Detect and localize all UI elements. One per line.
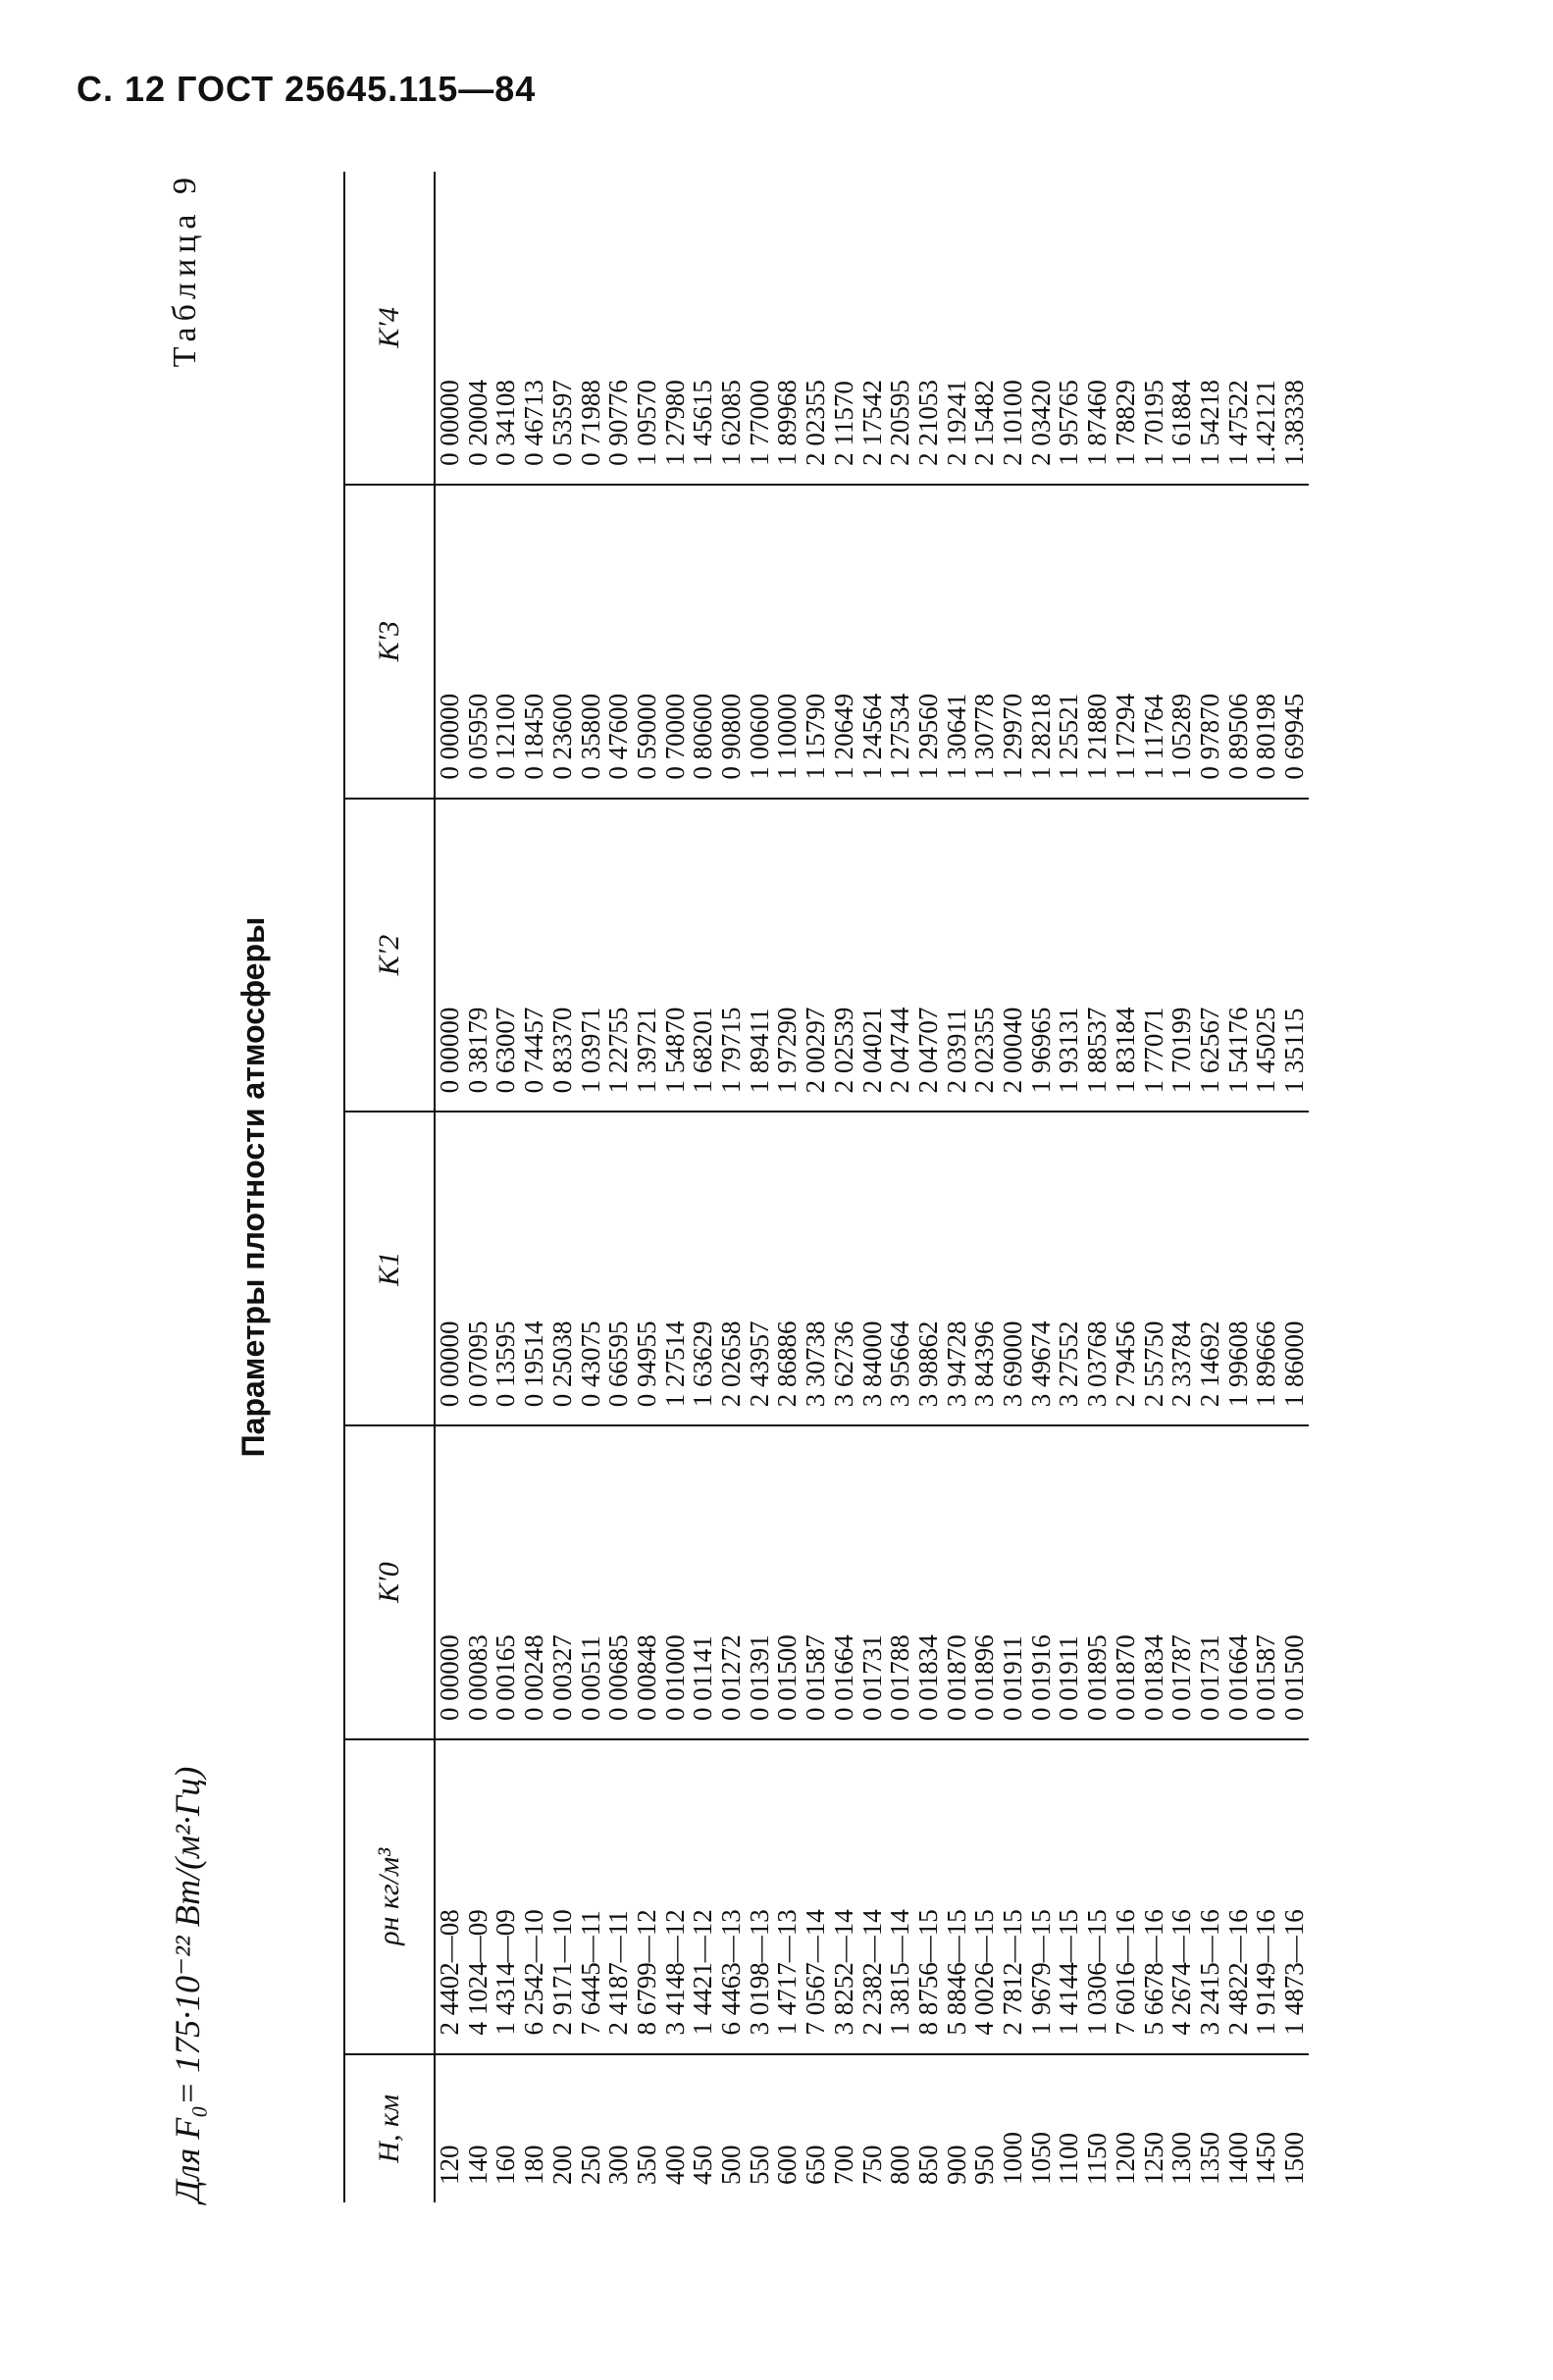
table-cell: 8 8756—15 [914, 1739, 943, 2054]
table-cell: 1 61884 [1167, 172, 1196, 485]
table-cell: 0 01788 [886, 1425, 914, 1739]
table-row [943, 172, 971, 2202]
table-row [830, 172, 858, 2202]
table-cell: 0 00000 [435, 799, 464, 1112]
table-row [661, 172, 690, 2202]
table-cell: 2 03911 [943, 799, 971, 1112]
table-cell: 1 22755 [604, 799, 633, 1112]
table-cell: 0 00327 [548, 1425, 577, 1739]
table-row [1140, 172, 1168, 2202]
table-row [886, 172, 914, 2202]
table-cell: 0 19514 [520, 1112, 548, 1425]
table-cell: 1 09570 [633, 172, 661, 485]
table-cell: 1 54218 [1196, 172, 1224, 485]
table-cell: 0 01000 [661, 1425, 690, 1739]
table-cell: 1 4873—16 [1280, 1739, 1309, 2054]
table-cell: 750 [856, 2145, 887, 2185]
table-row [633, 172, 661, 2202]
table-cell: 0 01870 [1112, 1425, 1140, 1739]
table-cell: 0 01664 [1224, 1425, 1253, 1739]
table-cell: 1 4717—13 [773, 1739, 802, 2054]
table-cell: 3 0198—13 [746, 1739, 774, 2054]
table-cell: 0 00083 [464, 1425, 492, 1739]
table-cell: 700 [828, 2145, 858, 2185]
table-cell: 1 97290 [773, 799, 802, 1112]
table-cell: 0 01664 [830, 1425, 858, 1739]
table-cell: 1 29560 [914, 485, 943, 799]
table-row [604, 172, 633, 2202]
table-cell: 0 01916 [1027, 1425, 1056, 1739]
table-row [1252, 172, 1280, 2202]
table-cell: 1 89968 [773, 172, 802, 485]
table-cell: 0 43075 [577, 1112, 605, 1425]
table-cell: 1 9679—15 [1027, 1739, 1056, 2054]
table-cell: 1 70195 [1140, 172, 1168, 485]
table-cell: 1 68201 [689, 799, 717, 1112]
col-header-k1: K1 [344, 1112, 435, 1425]
table-row [548, 172, 577, 2202]
table-cell: 600 [772, 2145, 802, 2185]
table-cell: 0 07095 [464, 1112, 492, 1425]
table-cell: 3 94728 [943, 1112, 971, 1425]
table-cell: 650 [801, 2145, 831, 2185]
table-cell: 1 0306—15 [1083, 1739, 1112, 2054]
table-cell: 2 02355 [970, 799, 999, 1112]
table-cell: 0 13595 [492, 1112, 520, 1425]
table-cell: 3 69000 [999, 1112, 1027, 1425]
table-cell: 0 01587 [1252, 1425, 1280, 1739]
table-cell: 1 70199 [1167, 799, 1196, 1112]
table-cell: 2 4402—08 [435, 1739, 464, 2054]
table-cell: 1 4314—09 [492, 1739, 520, 2054]
table-cell: 2 20595 [886, 172, 914, 485]
table-cell: 0 01731 [858, 1425, 887, 1739]
table-cell: 1 29970 [999, 485, 1027, 799]
table-cell: 2 11570 [830, 172, 858, 485]
table-cell: 1 20649 [830, 485, 858, 799]
col-header-h: H, км [344, 2054, 435, 2202]
table-cell: 0 38179 [464, 799, 492, 1112]
table-cell: 4 1024—09 [464, 1739, 492, 2054]
table-cell: 3 4148—12 [661, 1739, 690, 2054]
table-row [858, 172, 887, 2202]
table-cell: 0 69945 [1280, 485, 1309, 799]
table-cell: 120 [435, 2145, 464, 2185]
table-cell: 0 01895 [1083, 1425, 1112, 1739]
table-cell: 3 98862 [914, 1112, 943, 1425]
table-cell: 550 [744, 2145, 774, 2185]
table-cell: 1.42121 [1252, 172, 1280, 485]
table-cell: 0 01587 [802, 1425, 830, 1739]
table-cell: 2 03420 [1027, 172, 1056, 485]
table-cell: 0 80600 [689, 485, 717, 799]
table-cell: 160 [491, 2145, 521, 2185]
col-header-k4: K′4 [344, 172, 435, 485]
table-cell: 0 00165 [492, 1425, 520, 1739]
table-cell: 1 17294 [1112, 485, 1140, 799]
table-cell: 0 01896 [970, 1425, 999, 1739]
table-row [1055, 172, 1083, 2202]
table-cell: 2 33784 [1167, 1112, 1196, 1425]
table-cell: 300 [603, 2145, 634, 2185]
table-cell: 3 8252—14 [830, 1739, 858, 2054]
table-cell: 450 [688, 2145, 718, 2185]
table-cell: 1 63629 [689, 1112, 717, 1425]
table-cell: 1 30778 [970, 485, 999, 799]
table-cell: 1 28218 [1027, 485, 1056, 799]
table-cell: 0 01911 [999, 1425, 1027, 1739]
table-cell: 0 46713 [520, 172, 548, 485]
table-cell: 2 9171—10 [548, 1739, 577, 2054]
table-cell: 2 15482 [970, 172, 999, 485]
table-cell: 2 19241 [943, 172, 971, 485]
table-cell: 2 02658 [717, 1112, 746, 1425]
table-cell: 1 05289 [1167, 485, 1196, 799]
table-cell: 800 [885, 2145, 915, 2185]
table-cell: 0 63007 [492, 799, 520, 1112]
table-header-row [344, 172, 435, 2202]
table-cell: 0 00000 [435, 485, 464, 799]
table-cell: 3 84396 [970, 1112, 999, 1425]
table-cell: 2 10100 [999, 172, 1027, 485]
table-cell: 1150 [1082, 2133, 1113, 2185]
table-cell: 2 4822—16 [1224, 1739, 1253, 2054]
table-cell: 0 12100 [492, 485, 520, 799]
table-cell: 1100 [1054, 2133, 1084, 2185]
table-cell: 0 89506 [1224, 485, 1253, 799]
col-header-rho: ρн кг/м³ [344, 1739, 435, 2054]
table-cell: 0 66595 [604, 1112, 633, 1425]
col-header-k0: K′0 [344, 1425, 435, 1739]
table-row [1280, 172, 1309, 2202]
table-cell: 1 10000 [773, 485, 802, 799]
table-cell: 2 04021 [858, 799, 887, 1112]
table-cell: 1 95765 [1055, 172, 1083, 485]
table-cell: 1 89666 [1252, 1112, 1280, 1425]
table-cell: 1 77000 [746, 172, 774, 485]
table-cell: 5 8846—15 [943, 1739, 971, 2054]
table-cell: 1 24564 [858, 485, 887, 799]
table-cell: 0 00848 [633, 1425, 661, 1739]
table-cell: 3 95664 [886, 1112, 914, 1425]
rotated-table-block [147, 172, 1481, 2202]
table-cell: 8 6799—12 [633, 1739, 661, 2054]
table-cell: 0 83370 [548, 799, 577, 1112]
table-cell: 0 47600 [604, 485, 633, 799]
table-cell: 0 59000 [633, 485, 661, 799]
table-cell: 1 27514 [661, 1112, 690, 1425]
table-cell: 1 87460 [1083, 172, 1112, 485]
table-cell: 5 6678—16 [1140, 1739, 1168, 2054]
table-cell: 7 6445—11 [577, 1739, 605, 2054]
table-row [717, 172, 746, 2202]
table-cell: 2 55750 [1140, 1112, 1168, 1425]
table-row [492, 172, 520, 2202]
table-cell: 1 78829 [1112, 172, 1140, 485]
table-cell: 3 2415—16 [1196, 1739, 1224, 2054]
table-cell: 3 84000 [858, 1112, 887, 1425]
table-cell: 0 01787 [1167, 1425, 1196, 1739]
table-row [689, 172, 717, 2202]
table-cell: 1 15790 [802, 485, 830, 799]
table-cell: 2 2382—14 [858, 1739, 887, 2054]
table-cell: 7 0567—14 [802, 1739, 830, 2054]
table-title: Параметры плотности атмосферы [235, 916, 271, 1458]
table-cell: 1 54870 [661, 799, 690, 1112]
table-cell: 1 86000 [1280, 1112, 1309, 1425]
table-cell: 2 43957 [746, 1112, 774, 1425]
table-cell: 850 [912, 2145, 943, 2185]
table-cell: 1 35115 [1280, 799, 1309, 1112]
table-cell: 0 74457 [520, 799, 548, 1112]
table-cell: 0 01870 [943, 1425, 971, 1739]
table-cell: 4 0026—15 [970, 1739, 999, 2054]
table-cell: 1 54176 [1224, 799, 1253, 1112]
table-row [802, 172, 830, 2202]
table-cell: 1 39721 [633, 799, 661, 1112]
table-cell: 0 01141 [689, 1425, 717, 1739]
col-header-k3: K′3 [344, 485, 435, 799]
table-cell: 0 01391 [746, 1425, 774, 1739]
table-cell: 1 11764 [1140, 485, 1168, 799]
table-cell: 200 [546, 2145, 577, 2185]
table-row [1167, 172, 1196, 2202]
table-cell: 1350 [1194, 2132, 1224, 2185]
table-cell: 1 62085 [717, 172, 746, 485]
table-row [1224, 172, 1253, 2202]
table-cell: 0 35800 [577, 485, 605, 799]
table-cell: 0 90800 [717, 485, 746, 799]
table-cell: 1 4421—12 [689, 1739, 717, 2054]
table-cell: 2 02355 [802, 172, 830, 485]
table-cell: 0 01500 [773, 1425, 802, 1739]
table-cell: 3 30738 [802, 1112, 830, 1425]
table-cell: 1 99608 [1224, 1112, 1253, 1425]
table-cell: 0 80198 [1252, 485, 1280, 799]
table-cell: 1 27980 [661, 172, 690, 485]
table-cell: 1 62567 [1196, 799, 1224, 1112]
table-cell: 2 17542 [858, 172, 887, 485]
table-cell: 1400 [1222, 2132, 1253, 2185]
table-cell: 0 01834 [914, 1425, 943, 1739]
table-cell: 1 21880 [1083, 485, 1112, 799]
table-cell: 2 4187—11 [604, 1739, 633, 2054]
table-cell: 140 [462, 2145, 492, 2185]
page-header: С. 12 ГОСТ 25645.115—84 [77, 69, 537, 109]
table-cell: 3 03768 [1083, 1112, 1112, 1425]
table-cell: 3 49674 [1027, 1112, 1056, 1425]
table-row [999, 172, 1027, 2202]
table-cell: 0 01272 [717, 1425, 746, 1739]
table-cell: 1 00600 [746, 485, 774, 799]
table-cell: 0 18450 [520, 485, 548, 799]
table-cell: 1 83184 [1112, 799, 1140, 1112]
table-cell: 1 3815—14 [886, 1739, 914, 2054]
table-row [773, 172, 802, 2202]
table-cell: 1 03971 [577, 799, 605, 1112]
table-cell: 400 [659, 2145, 690, 2185]
density-table [343, 172, 1309, 2202]
table-row [1112, 172, 1140, 2202]
table-cell: 2 7812—15 [999, 1739, 1027, 2054]
table-cell: 3 62736 [830, 1112, 858, 1425]
table-cell: 500 [716, 2145, 747, 2185]
table-cell: 2 04744 [886, 799, 914, 1112]
table-row [1027, 172, 1056, 2202]
table-cell: 0 00685 [604, 1425, 633, 1739]
table-cell: 2 04707 [914, 799, 943, 1112]
table-cell: 2 86886 [773, 1112, 802, 1425]
table-cell: 2 21053 [914, 172, 943, 485]
table-cell: 0 20004 [464, 172, 492, 485]
table-cell: 3 27552 [1055, 1112, 1083, 1425]
table-cell: 180 [519, 2145, 549, 2185]
table-cell: 1 88537 [1083, 799, 1112, 1112]
table-row [520, 172, 548, 2202]
table-cell: 1000 [998, 2132, 1028, 2185]
table-cell: 0 01834 [1140, 1425, 1168, 1739]
table-cell: 1 79715 [717, 799, 746, 1112]
table-cell: 1 27534 [886, 485, 914, 799]
table-cell: 1300 [1166, 2132, 1197, 2185]
table-cell: 0 94955 [633, 1112, 661, 1425]
table-cell: 2 02539 [830, 799, 858, 1112]
table-cell: 0 25038 [548, 1112, 577, 1425]
table-row [1083, 172, 1112, 2202]
col-header-k2: K′2 [344, 799, 435, 1112]
table-cell: 1 77071 [1140, 799, 1168, 1112]
table-cell: 0 71988 [577, 172, 605, 485]
table-cell: 0 01731 [1196, 1425, 1224, 1739]
table-cell: 6 2542—10 [520, 1739, 548, 2054]
table-cell: 1 25521 [1055, 485, 1083, 799]
table-cell: 0 00248 [520, 1425, 548, 1739]
table-cell: 900 [941, 2145, 971, 2185]
table-cell: 4 2674—16 [1167, 1739, 1196, 2054]
table-row [577, 172, 605, 2202]
table-row [1196, 172, 1224, 2202]
table-row [970, 172, 999, 2202]
table-cell: 1250 [1138, 2132, 1168, 2185]
table-cell: 1 9149—16 [1252, 1739, 1280, 2054]
table-cell: 7 6016—16 [1112, 1739, 1140, 2054]
table-cell: 2 00040 [999, 799, 1027, 1112]
table-cell: 1 4144—15 [1055, 1739, 1083, 2054]
table-cell: 0 34108 [492, 172, 520, 485]
table-cell: 2 79456 [1112, 1112, 1140, 1425]
table-cell: 0 23600 [548, 485, 577, 799]
table-row [746, 172, 774, 2202]
table-cell: 0 00000 [435, 1112, 464, 1425]
table-condition: Для F₀= 175·10⁻²² Вт/(м²·Гц) [168, 1766, 207, 2202]
table-cell: 1450 [1251, 2132, 1281, 2185]
table-cell: 0 05950 [464, 485, 492, 799]
table-row [435, 172, 464, 2202]
table-cell: 1 45025 [1252, 799, 1280, 1112]
table-cell: 1 30641 [943, 485, 971, 799]
table-cell: 250 [575, 2145, 605, 2185]
table-cell: 2 00297 [802, 799, 830, 1112]
table-cell: 2 14692 [1196, 1112, 1224, 1425]
table-cell: 0 01500 [1280, 1425, 1309, 1739]
table-cell: 0 70000 [661, 485, 690, 799]
table-cell: 6 4463—13 [717, 1739, 746, 2054]
table-cell: 0 01911 [1055, 1425, 1083, 1739]
table-cell: 950 [969, 2145, 1000, 2185]
table-cell: 0 00000 [435, 1425, 464, 1739]
table-cell: 350 [631, 2145, 661, 2185]
table-cell: 0 00000 [435, 172, 464, 485]
table-row [914, 172, 943, 2202]
table-cell: 0 00511 [577, 1425, 605, 1739]
table-cell: 1 47522 [1224, 172, 1253, 485]
table-cell: 1.38338 [1280, 172, 1309, 485]
table-row [464, 172, 492, 2202]
table-body [435, 172, 1309, 2202]
table-cell: 1 45615 [689, 172, 717, 485]
table-cell: 1500 [1279, 2132, 1310, 2185]
table-cell: 0 97870 [1196, 485, 1224, 799]
table-cell: 0 90776 [604, 172, 633, 485]
table-cell: 0 53597 [548, 172, 577, 485]
table-label: Таблица 9 [167, 172, 203, 368]
table-cell: 1 89411 [746, 799, 774, 1112]
table-cell: 1 96965 [1027, 799, 1056, 1112]
table-cell: 1050 [1025, 2132, 1056, 2185]
table-cell: 1 93131 [1055, 799, 1083, 1112]
table-cell: 1200 [1110, 2132, 1140, 2185]
